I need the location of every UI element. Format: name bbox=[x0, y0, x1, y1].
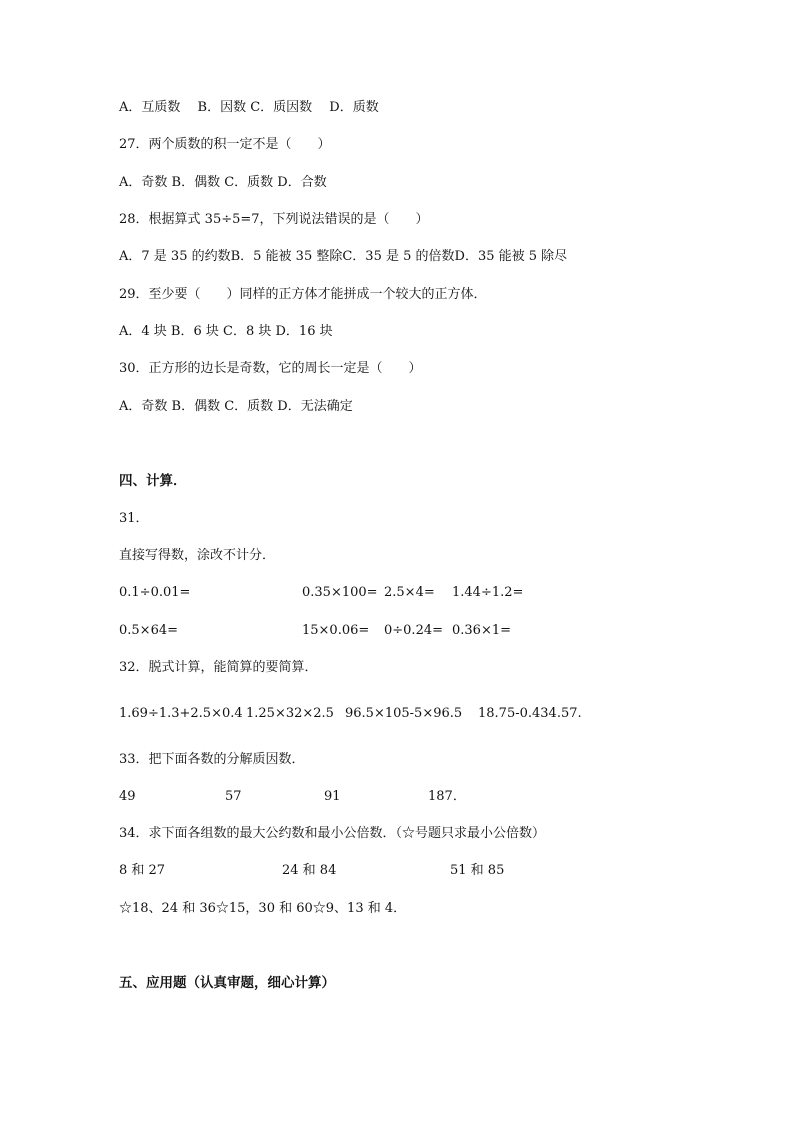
q33-num: 91 bbox=[324, 789, 341, 804]
q33-num: 187． bbox=[428, 789, 466, 804]
q34-stem: 34．求下面各组数的最大公约数和最小公倍数．（☆号题只求最小公倍数） bbox=[119, 826, 546, 841]
q32-expr: 1.25×32×2.5 bbox=[246, 706, 334, 721]
q31-item: 1.44÷1.2= bbox=[452, 585, 524, 600]
q31-item: 0.5×64= bbox=[119, 623, 179, 638]
section-4-heading: 四、计算． bbox=[119, 473, 187, 489]
q31-item: 0÷0.24= bbox=[384, 623, 444, 638]
q30-stem: 30．正方形的边长是奇数，它的周长一定是（ ） bbox=[119, 361, 422, 376]
q32-expr: 18.75-0.434.57. bbox=[478, 706, 582, 721]
q32-stem: 32．脱式计算，能简算的要简算． bbox=[119, 660, 318, 675]
q31-instruction: 直接写得数，涂改不计分． bbox=[119, 548, 276, 563]
q34-row-2: ☆18、24 和 36☆15，30 和 60☆9、13 和 4． bbox=[119, 901, 407, 916]
q28-stem: 28．根据算式 35÷5=7，下列说法错误的是（ ） bbox=[119, 212, 429, 227]
q31-item: 0.1÷0.01= bbox=[119, 585, 191, 600]
q33-num: 57 bbox=[225, 789, 242, 804]
q32-expr: 96.5×105-5×96.5 bbox=[345, 706, 463, 721]
section-5-heading: 五、应用题（认真审题，细心计算） bbox=[119, 975, 335, 991]
q27-options: A．奇数 B．偶数 C．质数 D．合数 bbox=[119, 175, 327, 190]
q27-stem: 27．两个质数的积一定不是（ ） bbox=[119, 137, 331, 152]
q26-options: A．互质数 B．因数 C．质因数 D．质数 bbox=[119, 100, 379, 115]
q34-pair: 24 和 84 bbox=[282, 863, 337, 878]
q33-num: 49 bbox=[119, 789, 136, 804]
q29-stem: 29．至少要（ ）同样的正方体才能拼成一个较大的正方体． bbox=[119, 287, 487, 302]
q28-options: A．7 是 35 的约数B．5 能被 35 整除C．35 是 5 的倍数D．35 能被 5 除尽 bbox=[119, 249, 568, 264]
q31-number: 31． bbox=[119, 511, 149, 526]
q34-pair: 51 和 85 bbox=[450, 863, 505, 878]
q32-expr: 1.69÷1.3+2.5×0.4 bbox=[119, 706, 243, 721]
q31-item: 0.35×100= bbox=[302, 585, 378, 600]
q29-options: A．4 块 B．6 块 C．8 块 D．16 块 bbox=[119, 324, 333, 339]
q33-stem: 33．把下面各数的分解质因数． bbox=[119, 752, 305, 767]
q31-item: 2.5×4= bbox=[384, 585, 435, 600]
q30-options: A．奇数 B．偶数 C．质数 D．无法确定 bbox=[119, 399, 353, 414]
q31-item: 0.36×1= bbox=[452, 623, 512, 638]
q31-item: 15×0.06= bbox=[302, 623, 370, 638]
q34-pair: 8 和 27 bbox=[119, 863, 166, 878]
